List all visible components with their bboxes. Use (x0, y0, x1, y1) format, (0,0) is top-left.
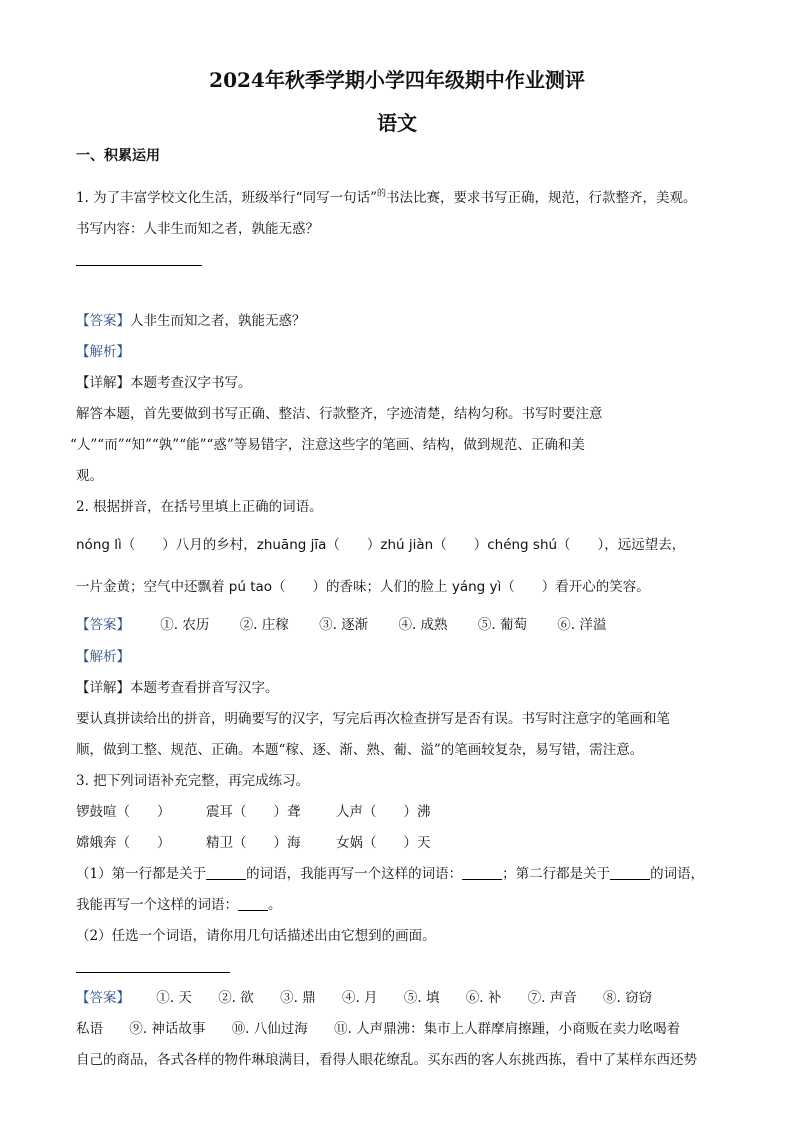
explanation-line: 顺，做到工整、规范、正确。本题“稼、逐、渐、熟、葡、溢”的笔画较复杂，易写错，需注意。 (76, 742, 644, 758)
detail-row: 【详解】本题考查汉字书写。 (76, 375, 252, 391)
superscript-char: 的 (376, 189, 386, 199)
word-row-1 (76, 802, 431, 822)
answer-item: ⑧. 窃窃 (603, 990, 653, 1006)
sub-question-1: （1）第一行都是关于 的词语，我能再写一个这样的词语： ；第二行都是关于 的词语， (76, 866, 705, 882)
answer-item: ⑥. 洋溢 (557, 617, 607, 633)
answer-item: ②. 欲 (218, 990, 254, 1006)
answer-item: ⑦. 声音 (527, 990, 577, 1006)
answer-item: 私语 (76, 1021, 103, 1037)
answer-row: 【答案】人非生而知之者，孰能无惑？ (76, 313, 306, 329)
fill-blank (462, 865, 502, 880)
answer-tag: 【答案】 (76, 313, 130, 329)
explanation-line: 解答本题，首先要做到书写正确、整洁、行款整齐，字迹清楚，结构匀称。书写时要注意 (76, 406, 603, 422)
answer-item: ③. 逐渐 (319, 617, 369, 633)
explanation-line: 要认真拼读给出的拼音，明确要写的汉字，写完后再次检查拼写是否有误。书写时注意字的笔画和笔 (76, 711, 670, 727)
answer-item: ①. 农历 (160, 617, 210, 633)
answer-tag: 【答案】 (76, 990, 130, 1006)
idiom-blank: 嫦娥奔（ ） (76, 835, 171, 851)
answer-row (76, 615, 632, 635)
question-3-stem: 3. 把下列词语补充完整，再完成练习。 (76, 773, 310, 789)
explanation-line: 观。 (76, 468, 103, 484)
detail-tag: 【详解】 (76, 375, 130, 391)
detail-row: 【详解】本题考查看拼音写汉字。 (76, 680, 279, 696)
answer-line (76, 265, 202, 266)
idiom-blank: 女娲（ ）天 (336, 835, 431, 851)
answer-item: ①. 天 (156, 990, 192, 1006)
answer-item: ⑤. 填 (403, 990, 440, 1006)
question-1-line-1: 1. 为了丰富学校文化生活，班级举行“同写一句话”$^的$书法比赛，要求书写正确，规范，行款整齐，美观。 (76, 189, 697, 206)
idiom-blank: 锣鼓喧（ ） (76, 804, 171, 820)
question-2-line-1: nóng lì（ ）八月的乡村，zhuāng jīa（ ）zhú jiàn（ ）chéng shú（ ），远远望去， (76, 537, 686, 553)
answer-item: ④. 成熟 (398, 617, 448, 633)
answer-item: ⑪. 人声鼎沸：集市上人群摩肩擦踵，小商贩在卖力吆喝着 (334, 1021, 681, 1037)
sub-question-1-cont: 我能再写一个这样的词语： 。 (76, 897, 282, 913)
answer-item: ⑩. 八仙过海 (231, 1021, 308, 1037)
answer-item: ④. 月 (341, 990, 378, 1006)
page-title: 2024年秋季学期小学四年级期中作业测评 (209, 68, 585, 92)
fill-blank (238, 896, 268, 911)
answer-row-3: 自己的商品，各式各样的物件琳琅满目，看得人眼花缭乱。买东西的客人东挑西拣，看中了某样东西还势 (76, 1052, 697, 1068)
fill-blank (610, 865, 650, 880)
question-2-stem: 2. 根据拼音，在括号里填上正确的词语。 (76, 499, 323, 515)
answer-item: ⑤. 葡萄 (477, 617, 527, 633)
idiom-blank: 人声（ ）沸 (336, 804, 431, 820)
answer-item: ⑨. 神话故事 (129, 1021, 206, 1037)
analysis-tag: 【解析】 (76, 344, 130, 360)
idiom-blank: 震耳（ ）聋 (206, 804, 301, 820)
answer-line (76, 972, 230, 973)
question-1-line-2: 书写内容：人非生而知之者，孰能无惑？ (76, 221, 319, 237)
sub-question-2: （2）任选一个词语，请你用几句话描述出由它想到的画面。 (76, 928, 436, 944)
question-2-line-2: 一片金黄；空气中还飘着 pú tao（ ）的香味；人们的脸上 yáng yì（ ）看开心的笑容。 (76, 579, 650, 595)
answer-tag: 【答案】 (76, 617, 130, 633)
answer-item: ⑥. 补 (465, 990, 502, 1006)
explanation-line: “人”“而”“知”“孰”“能”“惑”等易错字，注意这些字的笔画、结构，做到规范、正确和美 (70, 437, 585, 453)
fill-blank (206, 865, 246, 880)
word-row-2 (76, 833, 431, 853)
section-heading: 一、积累运用 (76, 148, 160, 164)
analysis-tag: 【解析】 (76, 649, 130, 665)
answer-item: ③. 鼎 (280, 990, 316, 1006)
subject-heading: 语文 (377, 111, 417, 135)
detail-tag: 【详解】 (76, 680, 130, 696)
answer-item: ②. 庄稼 (239, 617, 289, 633)
answer-row-2 (76, 1019, 680, 1039)
answer-row (76, 988, 674, 1008)
idiom-blank: 精卫（ ）海 (206, 835, 301, 851)
